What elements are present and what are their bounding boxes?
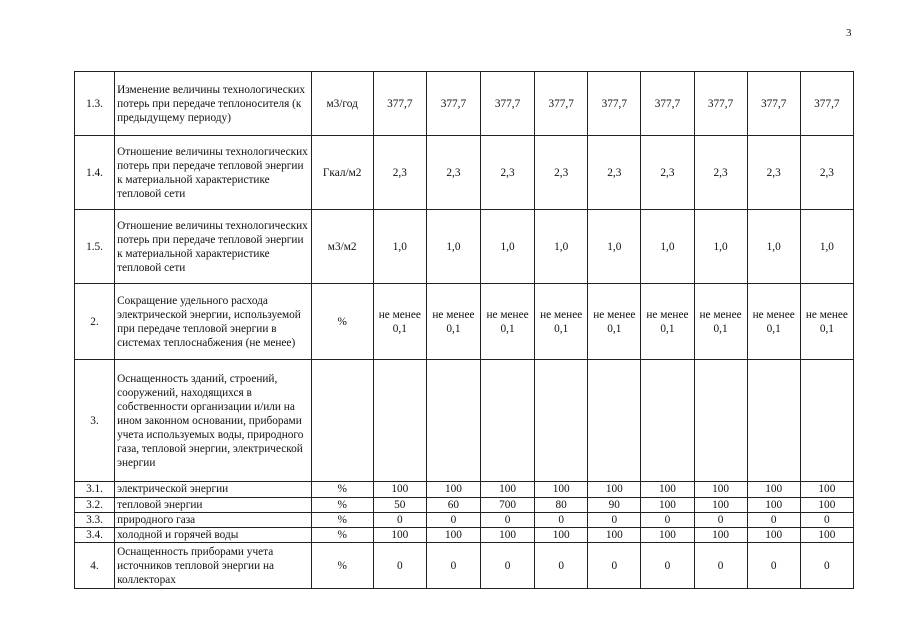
value-cell: 100 (481, 528, 535, 543)
value-cell: 377,7 (694, 72, 747, 136)
value-cell: 0 (481, 543, 535, 589)
value-cell: 100 (535, 482, 588, 498)
row-unit: м3/год (311, 72, 373, 136)
value-cell: 377,7 (641, 72, 694, 136)
value-cell: 0 (426, 543, 480, 589)
value-cell: 1,0 (694, 210, 747, 284)
row-number: 3. (75, 360, 115, 482)
row-number: 1.3. (75, 72, 115, 136)
value-cell: 0 (588, 543, 641, 589)
row-description: Сокращение удельного расхода электрической энергии, используемой при передаче тепловой энергии в системах теплоснабжения (не менее) (115, 284, 312, 360)
row-description: Изменение величины технологических потерь при передаче теплоносителя (к предыдущему периоду) (115, 72, 312, 136)
value-cell: 100 (588, 528, 641, 543)
value-cell (426, 360, 480, 482)
value-cell: 0 (373, 543, 426, 589)
value-cell: 1,0 (373, 210, 426, 284)
table-row (75, 210, 854, 284)
value-cell: 100 (426, 482, 480, 498)
value-cell: 2,3 (588, 136, 641, 210)
value-cell: 377,7 (747, 72, 800, 136)
value-cell: 100 (800, 482, 853, 498)
row-unit: % (311, 284, 373, 360)
table-row (75, 513, 854, 528)
row-number: 3.3. (75, 513, 115, 528)
value-cell: 100 (694, 498, 747, 513)
table-row (75, 482, 854, 498)
row-number: 2. (75, 284, 115, 360)
row-unit: м3/м2 (311, 210, 373, 284)
value-cell: 0 (426, 513, 480, 528)
value-cell (535, 360, 588, 482)
value-cell: 50 (373, 498, 426, 513)
value-cell: 377,7 (426, 72, 480, 136)
value-cell: 100 (747, 498, 800, 513)
value-cell: не менее 0,1 (373, 284, 426, 360)
value-cell: 100 (373, 528, 426, 543)
value-cell: 2,3 (694, 136, 747, 210)
value-cell: 100 (747, 528, 800, 543)
value-cell: 700 (481, 498, 535, 513)
value-cell: 100 (588, 482, 641, 498)
value-cell (694, 360, 747, 482)
value-cell: не менее 0,1 (481, 284, 535, 360)
value-cell (641, 360, 694, 482)
row-description: Оснащенность зданий, строений, сооружений, находящихся в собственности организации и/или на ином законном основании, приборами учета используемых воды, природного газа, тепловой энергии, электрической энергии (115, 360, 312, 482)
row-unit: Гкал/м2 (311, 136, 373, 210)
value-cell: 2,3 (747, 136, 800, 210)
value-cell: 377,7 (588, 72, 641, 136)
row-unit: % (311, 543, 373, 589)
row-unit: % (311, 513, 373, 528)
value-cell: 100 (481, 482, 535, 498)
value-cell: 100 (747, 482, 800, 498)
value-cell: не менее 0,1 (641, 284, 694, 360)
value-cell: не менее 0,1 (694, 284, 747, 360)
row-description: Оснащенность приборами учета источников тепловой энергии на коллекторах (115, 543, 312, 589)
value-cell (800, 360, 853, 482)
value-cell: 1,0 (426, 210, 480, 284)
row-number: 3.1. (75, 482, 115, 498)
table-row (75, 72, 854, 136)
value-cell: не менее 0,1 (588, 284, 641, 360)
value-cell: не менее 0,1 (426, 284, 480, 360)
row-number: 3.2. (75, 498, 115, 513)
value-cell (747, 360, 800, 482)
value-cell: 90 (588, 498, 641, 513)
value-cell: 0 (373, 513, 426, 528)
value-cell: 1,0 (747, 210, 800, 284)
table-row (75, 284, 854, 360)
value-cell: 0 (535, 513, 588, 528)
value-cell: 100 (800, 498, 853, 513)
value-cell: 2,3 (800, 136, 853, 210)
table-row (75, 528, 854, 543)
value-cell: 1,0 (588, 210, 641, 284)
value-cell: 0 (694, 513, 747, 528)
value-cell: 100 (535, 528, 588, 543)
table-row (75, 543, 854, 589)
value-cell: 0 (481, 513, 535, 528)
value-cell: 0 (641, 513, 694, 528)
value-cell: 100 (694, 482, 747, 498)
table-row (75, 498, 854, 513)
value-cell: 0 (800, 543, 853, 589)
indicators-table (74, 71, 854, 589)
value-cell: 100 (426, 528, 480, 543)
value-cell: 0 (535, 543, 588, 589)
value-cell: 0 (694, 543, 747, 589)
value-cell: не менее 0,1 (800, 284, 853, 360)
value-cell: 0 (800, 513, 853, 528)
row-number: 3.4. (75, 528, 115, 543)
value-cell: 0 (747, 543, 800, 589)
table-row (75, 136, 854, 210)
value-cell: не менее 0,1 (535, 284, 588, 360)
value-cell: 1,0 (641, 210, 694, 284)
value-cell: 1,0 (800, 210, 853, 284)
value-cell: 1,0 (481, 210, 535, 284)
value-cell: 377,7 (373, 72, 426, 136)
value-cell: 2,3 (481, 136, 535, 210)
value-cell: 2,3 (641, 136, 694, 210)
value-cell: 377,7 (800, 72, 853, 136)
row-number: 1.4. (75, 136, 115, 210)
value-cell: 377,7 (481, 72, 535, 136)
value-cell: 100 (641, 482, 694, 498)
row-unit: % (311, 482, 373, 498)
value-cell: не менее 0,1 (747, 284, 800, 360)
value-cell (373, 360, 426, 482)
row-number: 1.5. (75, 210, 115, 284)
value-cell: 1,0 (535, 210, 588, 284)
value-cell: 2,3 (373, 136, 426, 210)
value-cell: 100 (800, 528, 853, 543)
table-row (75, 360, 854, 482)
row-description: Отношение величины технологических потерь при передаче тепловой энергии к материальной характеристике тепловой сети (115, 210, 312, 284)
value-cell: 100 (641, 528, 694, 543)
value-cell: 2,3 (535, 136, 588, 210)
value-cell: 100 (373, 482, 426, 498)
value-cell: 377,7 (535, 72, 588, 136)
value-cell (588, 360, 641, 482)
value-cell: 2,3 (426, 136, 480, 210)
value-cell: 0 (747, 513, 800, 528)
value-cell: 0 (641, 543, 694, 589)
row-unit: % (311, 528, 373, 543)
row-description: холодной и горячей воды (115, 528, 312, 543)
row-description: тепловой энергии (115, 498, 312, 513)
value-cell: 80 (535, 498, 588, 513)
row-unit (311, 360, 373, 482)
value-cell: 0 (588, 513, 641, 528)
row-number: 4. (75, 543, 115, 589)
row-description: электрической энергии (115, 482, 312, 498)
value-cell: 60 (426, 498, 480, 513)
page-number: 3 (846, 27, 852, 39)
row-unit: % (311, 498, 373, 513)
value-cell: 100 (694, 528, 747, 543)
value-cell: 100 (641, 498, 694, 513)
row-description: природного газа (115, 513, 312, 528)
row-description: Отношение величины технологических потерь при передаче тепловой энергии к материальной характеристике тепловой сети (115, 136, 312, 210)
value-cell (481, 360, 535, 482)
